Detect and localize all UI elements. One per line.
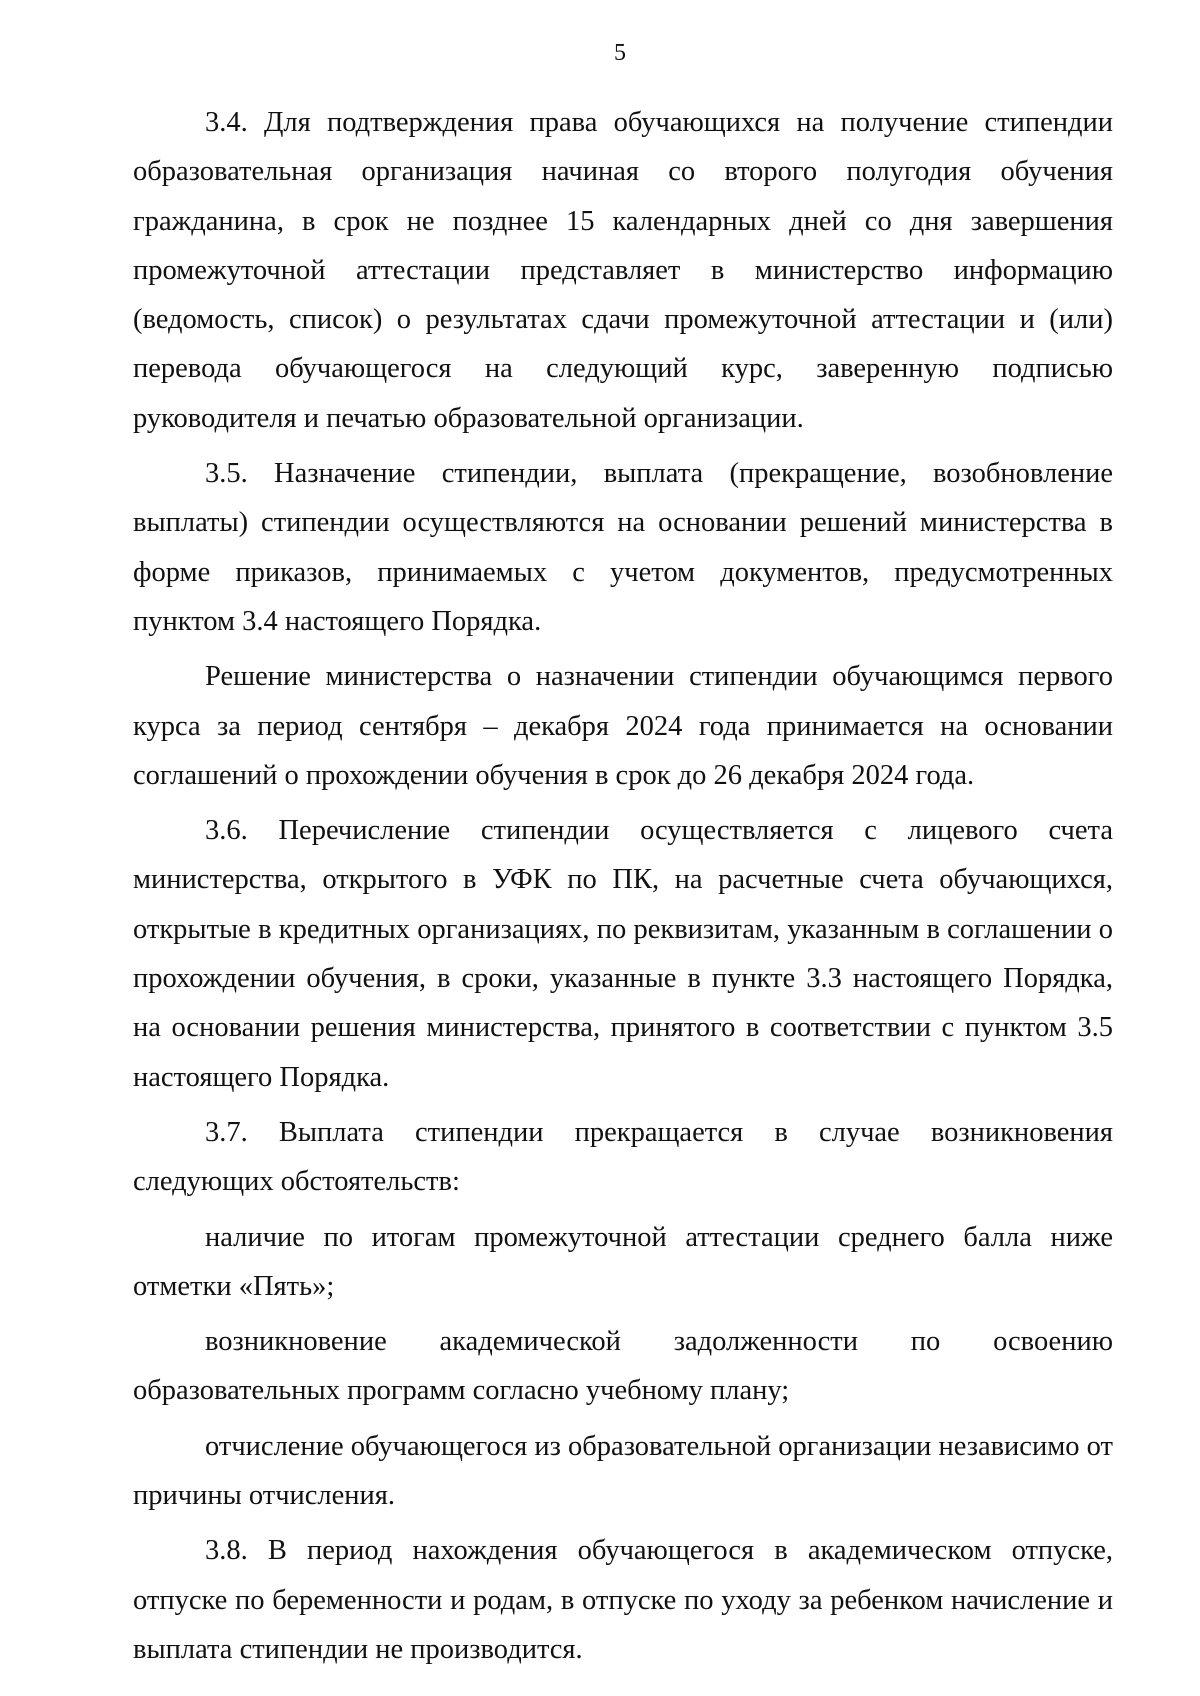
paragraph-3-4: 3.4. Для подтверждения права обучающихся на получение стипендии образовательная организация начиная со второго полугодия обучения гражданина, в срок не позднее 15 календарных дней со дня завершения промежуточной аттестации представляет в министерство информацию (ведомость, список) о результатах сдачи промежуточной аттестации и (или) перевода обучающегося на следующий курс, заверенную подписью руководителя и печатью образовательной организации. — [133, 107, 1113, 434]
paragraph-3-6: 3.6. Перечисление стипендии осуществляется с лицевого счета министерства, открытого в УФК по ПК, на расчетные счета обучающихся, открытые в кредитных организациях, по реквизитам, указанным в соглашении о прохождении обучения, в сроки, указанные в пункте 3.3 настоящего Порядка, на основании решения министерства, принятого в соответствии с пунктом 3.5 настоящего Порядка. — [133, 815, 1113, 1093]
paragraph-first-course-decision: Решение министерства о назначении стипендии обучающимся первого курса за период сентября – декабря 2024 года принимается на основании соглашений о прохождении обучения в срок до 26 декабря 2024 года. — [133, 661, 1113, 791]
list-item-academic-debt: возникновение академической задолженности по освоению образовательных программ согласно учебному плану; — [133, 1326, 1113, 1407]
page-number: 5 — [614, 40, 626, 66]
list-item-expulsion: отчисление обучающегося из образовательной организации независимо от причины отчисления. — [133, 1430, 1113, 1512]
paragraph-3-5: 3.5. Назначение стипендии, выплата (прекращение, возобновление выплаты) стипендии осуществляются на основании решений министерства в форме приказов, принимаемых с учетом документов, предусмотренных пунктом 3.4 настоящего Порядка. — [133, 458, 1113, 637]
paragraph-3-8: 3.8. В период нахождения обучающегося в академическом отпуске, отпуске по беременности и родам, в отпуске по уходу за ребенком начисление и выплата стипендии не производится. — [133, 1535, 1113, 1665]
paragraph-3-7: 3.7. Выплата стипендии прекращается в случае возникновения следующих обстоятельств: — [133, 1116, 1113, 1198]
list-item-low-grade: наличие по итогам промежуточной аттестации среднего балла ниже отметки «Пять»; — [133, 1221, 1113, 1302]
document-body — [133, 98, 1113, 1680]
